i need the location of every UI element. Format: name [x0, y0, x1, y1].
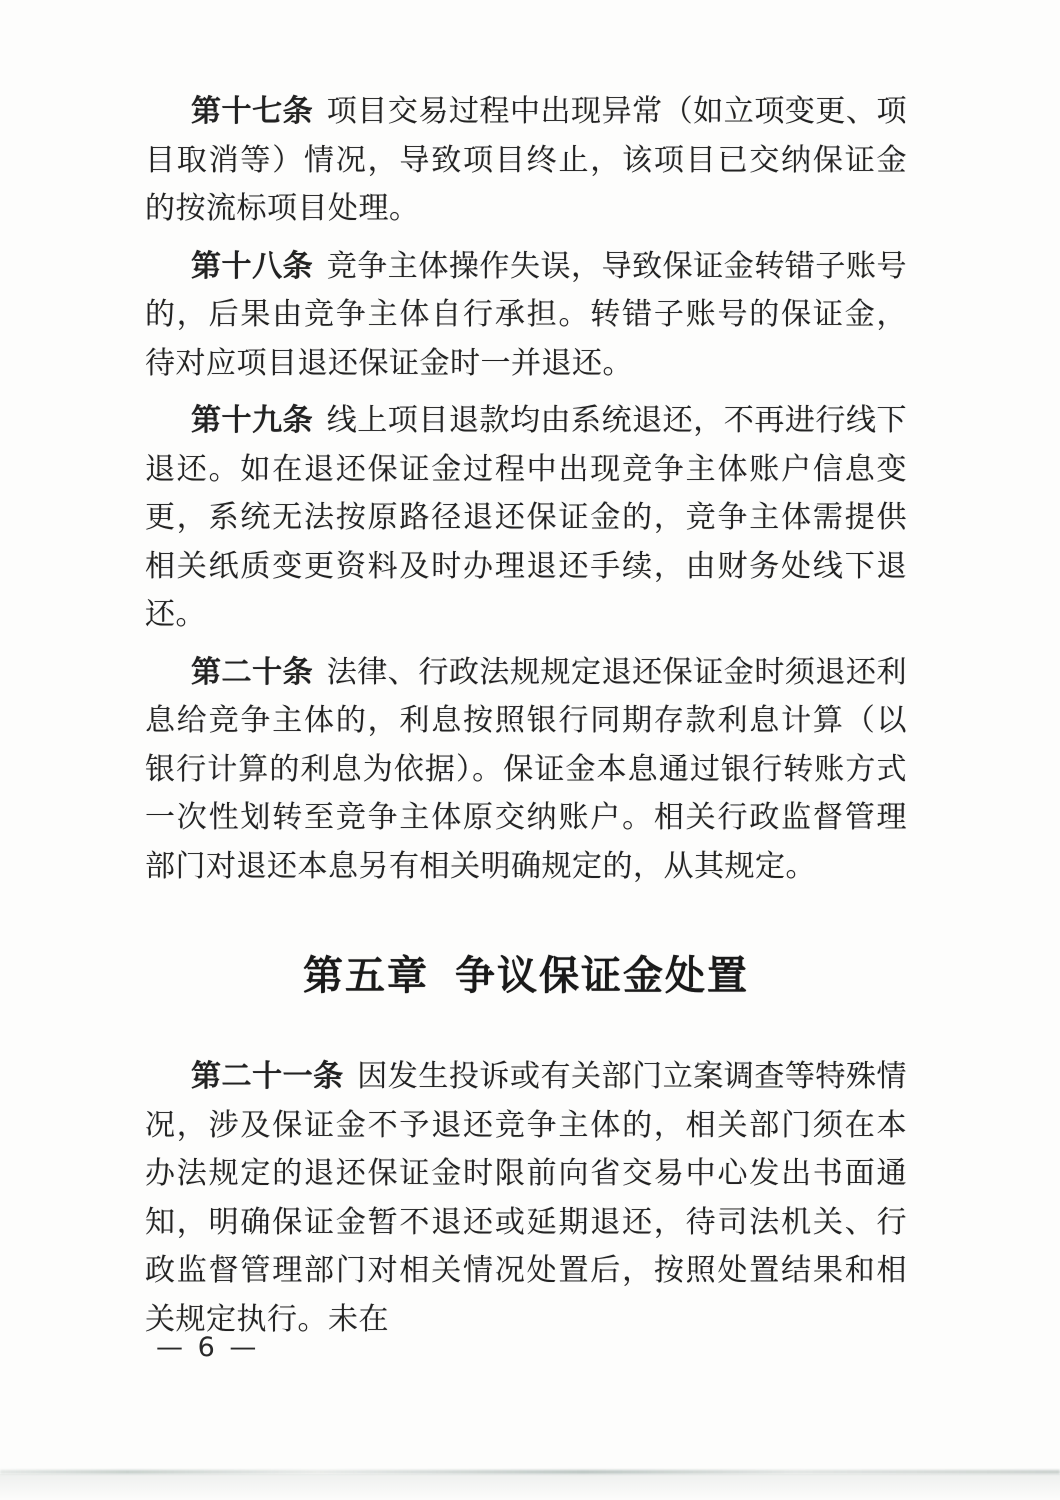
article-21-label: 第二十一条: [191, 1059, 344, 1094]
article-17-paragraph: [145, 88, 907, 234]
article-19-label: 第十九条: [191, 403, 314, 438]
page-number: — 6 —: [156, 1332, 260, 1363]
chapter-5-label: 第五章: [303, 952, 429, 999]
chapter-5-heading: [145, 951, 907, 1001]
chapter-5-title: 争议保证金处置: [455, 952, 749, 999]
article-17-label: 第十七条: [191, 94, 314, 129]
article-20-label: 第二十条: [191, 654, 314, 690]
article-20-text: 法律、行政法规规定退还保证金时须退还利息给竞争主体的，利息按照银行同期存款利息计算（以银行计算的利息为依据）。保证金本息通过银行转账方式一次性划转至竞争主体原交纳账户。相关行政监督管理部门对退还本息另有相关明确规定的，从其规定。: [145, 654, 908, 884]
article-18-label: 第十八条: [191, 248, 314, 284]
article-18-text: 竞争主体操作失误，导致保证金转错子账号的，后果由竞争主体自行承担。转错子账号的保证金，待对应项目退还保证金时一并退还。: [145, 248, 908, 381]
article-18-paragraph: [145, 243, 907, 389]
article-19-paragraph: [145, 397, 907, 640]
article-20-paragraph: [145, 649, 907, 892]
article-19-text: 线上项目退款均由系统退还，不再进行线下退还。如在退还保证金过程中出现竞争主体账户信息变更，系统无法按原路径退还保证金的，竞争主体需提供相关纸质变更资料及时办理退还手续，由财务处线下退还。: [145, 403, 908, 632]
scan-edge-artifact-shadow: [0, 1474, 1060, 1500]
article-21-text: 因发生投诉或有关部门立案调查等特殊情况，涉及保证金不予退还竞争主体的，相关部门须在本办法规定的退还保证金时限前向省交易中心发出书面通知，明确保证金暂不退还或延期退还，待司法机关、行政监督管理部门对相关情况处置后，按照处置结果和相关规定执行。未在: [145, 1059, 908, 1337]
article-21-paragraph: [145, 1053, 907, 1344]
article-17-text: 项目交易过程中出现异常（如立项变更、项目取消等）情况，导致项目终止，该项目已交纳保证金的按流标项目处理。: [145, 94, 908, 226]
document-body: [145, 88, 907, 1353]
